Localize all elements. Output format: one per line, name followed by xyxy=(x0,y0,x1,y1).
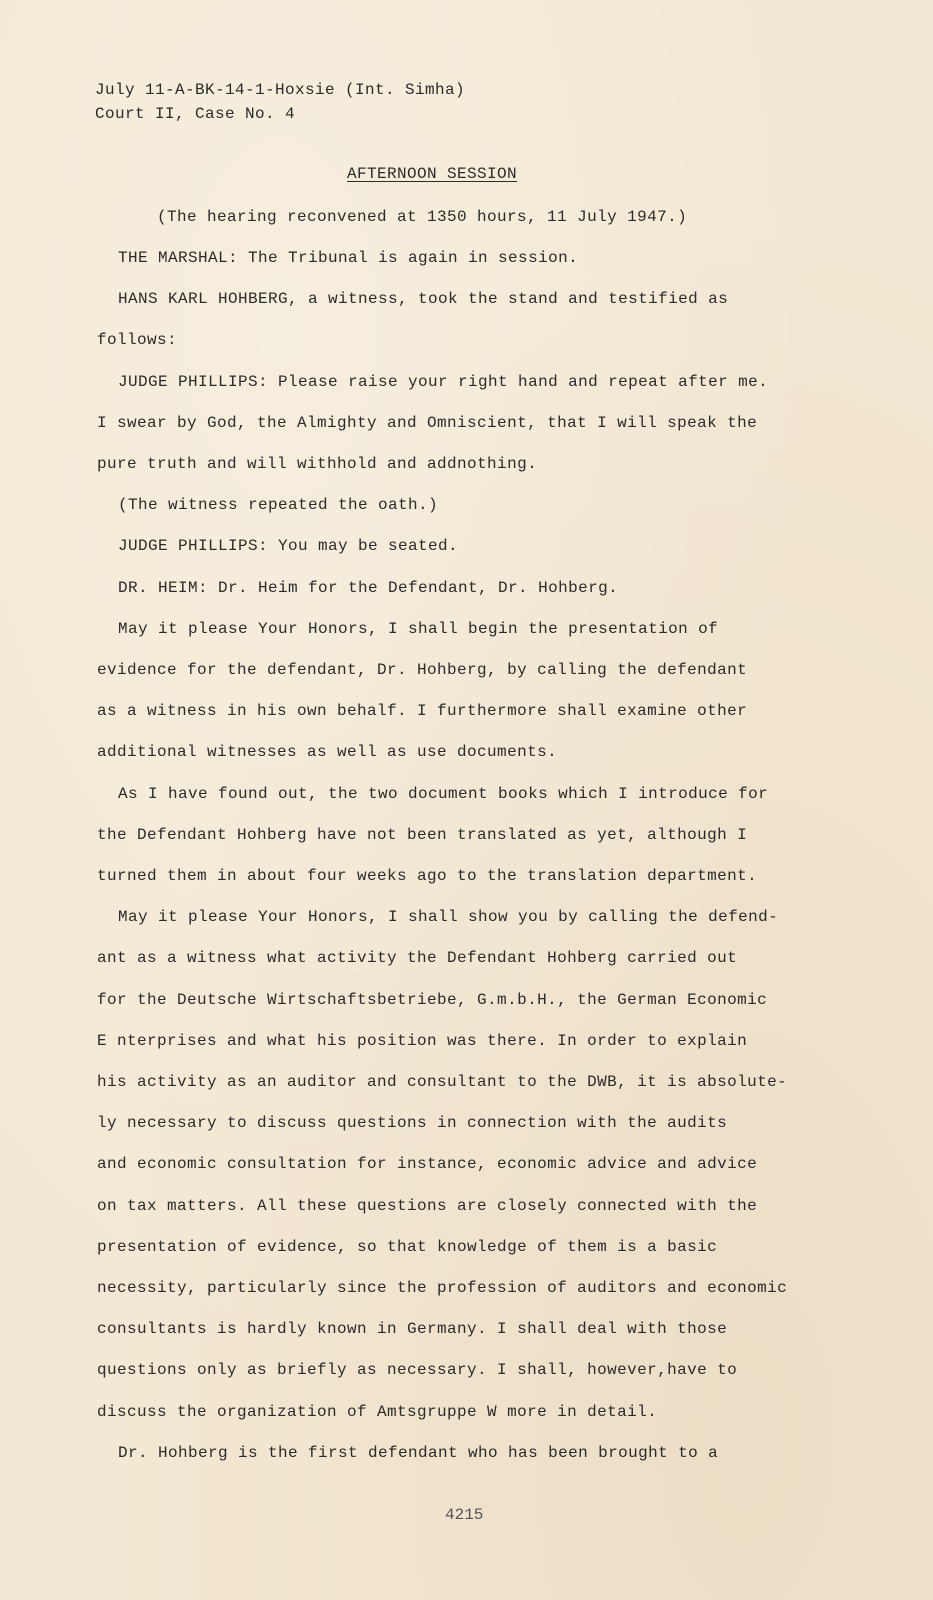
text-line: necessity, particularly since the profession of auditors and economic xyxy=(97,1279,788,1297)
text-line: on tax matters. All these questions are closely connected with the xyxy=(97,1197,758,1215)
text-line: questions only as briefly as necessary. I shall, however,have to xyxy=(97,1361,738,1379)
text-line: (The hearing reconvened at 1350 hours, 11 July 1947.) xyxy=(157,208,688,226)
text-line: May it please Your Honors, I shall begin the presentation of xyxy=(118,620,719,638)
text-line: discuss the organization of Amtsgruppe W more in detail. xyxy=(97,1403,658,1421)
page-number: 4215 xyxy=(445,1506,484,1524)
text-line: ant as a witness what activity the Defendant Hohberg carried out xyxy=(97,949,738,967)
text-line: the Defendant Hohberg have not been translated as yet, although I xyxy=(97,826,748,844)
text-line: E nterprises and what his position was there. In order to explain xyxy=(97,1032,748,1050)
text-line: (The witness repeated the oath.) xyxy=(118,496,439,514)
text-line: as a witness in his own behalf. I furthermore shall examine other xyxy=(97,702,748,720)
text-line: JUDGE PHILLIPS: You may be seated. xyxy=(118,537,459,555)
text-line: ly necessary to discuss questions in connection with the audits xyxy=(97,1114,728,1132)
text-line: evidence for the defendant, Dr. Hohberg, by calling the defendant xyxy=(97,661,748,679)
text-line: consultants is hardly known in Germany. I shall deal with those xyxy=(97,1320,728,1338)
text-line: additional witnesses as well as use documents. xyxy=(97,743,558,761)
text-line: HANS KARL HOHBERG, a witness, took the stand and testified as xyxy=(118,290,729,308)
text-line: pure truth and will withhold and addnothing. xyxy=(97,455,538,473)
text-line: As I have found out, the two document books which I introduce for xyxy=(118,785,769,803)
text-line: May it please Your Honors, I shall show you by calling the defend- xyxy=(118,908,779,926)
text-line: Dr. Hohberg is the first defendant who has been brought to a xyxy=(118,1444,719,1462)
session-title: AFTERNOON SESSION xyxy=(347,165,518,183)
text-line: his activity as an auditor and consultant to the DWB, it is absolute- xyxy=(97,1073,788,1091)
text-line: I swear by God, the Almighty and Omniscient, that I will speak the xyxy=(97,414,758,432)
text-line: and economic consultation for instance, economic advice and advice xyxy=(97,1155,758,1173)
text-line: THE MARSHAL: The Tribunal is again in session. xyxy=(118,249,579,267)
text-line: follows: xyxy=(97,331,178,349)
text-line: for the Deutsche Wirtschaftsbetriebe, G.m.b.H., the German Economic xyxy=(97,991,768,1009)
text-line: JUDGE PHILLIPS: Please raise your right hand and repeat after me. xyxy=(118,373,769,391)
header-line-2: Court II, Case No. 4 xyxy=(95,105,296,123)
text-line: DR. HEIM: Dr. Heim for the Defendant, Dr. Hohberg. xyxy=(118,579,619,597)
header-line-1: July 11-A-BK-14-1-Hoxsie (Int. Simha) xyxy=(95,81,466,99)
text-line: presentation of evidence, so that knowledge of them is a basic xyxy=(97,1238,718,1256)
text-line: turned them in about four weeks ago to the translation department. xyxy=(97,867,758,885)
